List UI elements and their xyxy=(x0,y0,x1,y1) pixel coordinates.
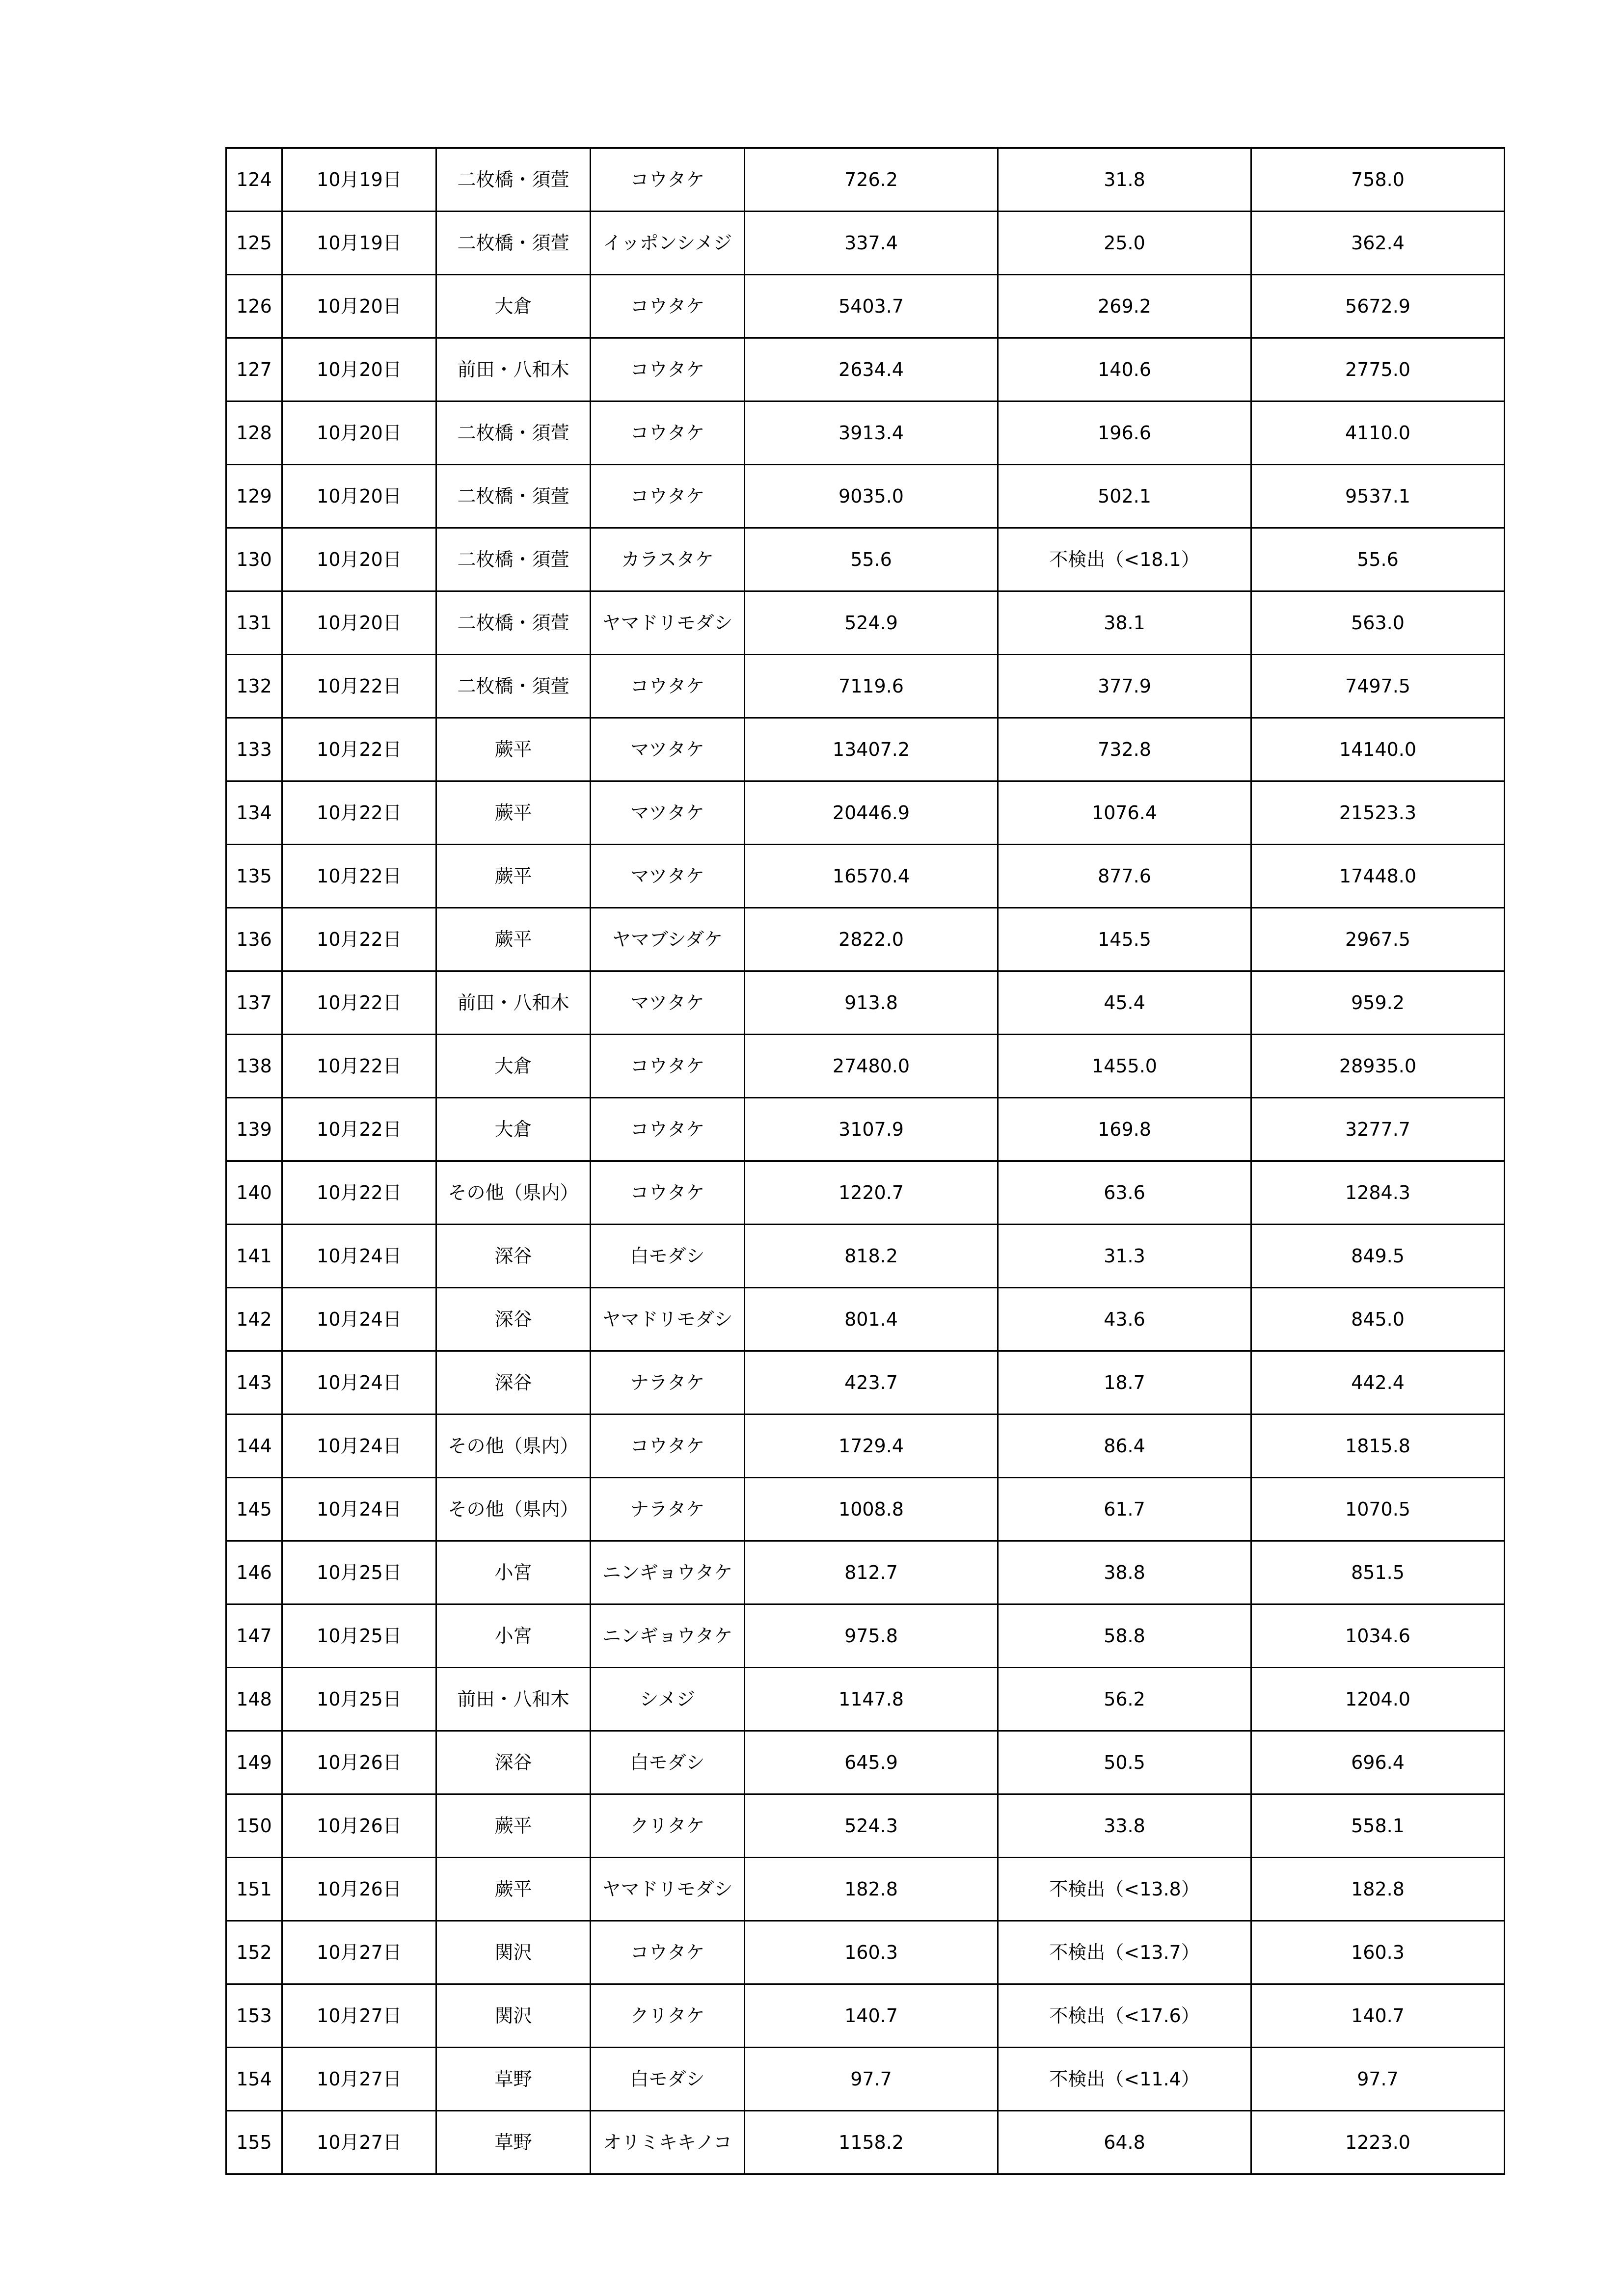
species-cell: ヤマブシダケ xyxy=(591,908,745,971)
table-row xyxy=(226,591,1505,655)
species-cell: ナラタケ xyxy=(591,1351,745,1415)
location-cell: 二枚橋・須萱 xyxy=(436,148,591,212)
location-cell: 蕨平 xyxy=(436,718,591,781)
row-number-cell: 147 xyxy=(226,1604,282,1668)
row-number-cell: 138 xyxy=(226,1035,282,1098)
value-1-cell: 1158.2 xyxy=(745,2111,998,2174)
value-3-cell: 1034.6 xyxy=(1251,1604,1505,1668)
location-cell: 二枚橋・須萱 xyxy=(436,465,591,528)
species-cell: クリタケ xyxy=(591,1984,745,2048)
value-1-cell: 2822.0 xyxy=(745,908,998,971)
value-3-cell: 563.0 xyxy=(1251,591,1505,655)
location-cell: 草野 xyxy=(436,2048,591,2111)
date-cell: 10月22日 xyxy=(282,1098,436,1161)
value-1-cell: 1220.7 xyxy=(745,1161,998,1225)
row-number-cell: 126 xyxy=(226,275,282,338)
location-cell: 小宮 xyxy=(436,1604,591,1668)
date-cell: 10月24日 xyxy=(282,1415,436,1478)
table-row xyxy=(226,1984,1505,2048)
table-row xyxy=(226,2048,1505,2111)
row-number-cell: 140 xyxy=(226,1161,282,1225)
value-2-cell: 58.8 xyxy=(998,1604,1251,1668)
date-cell: 10月24日 xyxy=(282,1288,436,1351)
value-2-cell: 56.2 xyxy=(998,1668,1251,1731)
value-1-cell: 3913.4 xyxy=(745,401,998,465)
row-number-cell: 143 xyxy=(226,1351,282,1415)
value-3-cell: 55.6 xyxy=(1251,528,1505,591)
species-cell: コウタケ xyxy=(591,401,745,465)
value-2-cell: 269.2 xyxy=(998,275,1251,338)
table-row xyxy=(226,1858,1505,1921)
table-row xyxy=(226,528,1505,591)
value-1-cell: 1147.8 xyxy=(745,1668,998,1731)
value-1-cell: 337.4 xyxy=(745,212,998,275)
species-cell: マツタケ xyxy=(591,781,745,845)
location-cell: 大倉 xyxy=(436,1035,591,1098)
location-cell: 前田・八和木 xyxy=(436,338,591,401)
value-2-cell: 不検出（<13.7） xyxy=(998,1921,1251,1984)
value-1-cell: 913.8 xyxy=(745,971,998,1035)
value-3-cell: 5672.9 xyxy=(1251,275,1505,338)
table-row xyxy=(226,1541,1505,1604)
table-row xyxy=(226,1668,1505,1731)
value-3-cell: 4110.0 xyxy=(1251,401,1505,465)
location-cell: 深谷 xyxy=(436,1731,591,1794)
value-2-cell: 18.7 xyxy=(998,1351,1251,1415)
location-cell: 関沢 xyxy=(436,1984,591,2048)
row-number-cell: 137 xyxy=(226,971,282,1035)
species-cell: ニンギョウタケ xyxy=(591,1541,745,1604)
species-cell: コウタケ xyxy=(591,148,745,212)
value-3-cell: 1815.8 xyxy=(1251,1415,1505,1478)
value-3-cell: 558.1 xyxy=(1251,1794,1505,1858)
row-number-cell: 139 xyxy=(226,1098,282,1161)
value-1-cell: 55.6 xyxy=(745,528,998,591)
table-row xyxy=(226,1161,1505,1225)
species-cell: コウタケ xyxy=(591,275,745,338)
value-2-cell: 145.5 xyxy=(998,908,1251,971)
row-number-cell: 128 xyxy=(226,401,282,465)
date-cell: 10月22日 xyxy=(282,1161,436,1225)
row-number-cell: 155 xyxy=(226,2111,282,2174)
species-cell: コウタケ xyxy=(591,1035,745,1098)
row-number-cell: 134 xyxy=(226,781,282,845)
table-row xyxy=(226,1478,1505,1541)
value-3-cell: 2967.5 xyxy=(1251,908,1505,971)
value-2-cell: 502.1 xyxy=(998,465,1251,528)
location-cell: 蕨平 xyxy=(436,908,591,971)
date-cell: 10月26日 xyxy=(282,1731,436,1794)
date-cell: 10月25日 xyxy=(282,1668,436,1731)
value-3-cell: 7497.5 xyxy=(1251,655,1505,718)
value-2-cell: 43.6 xyxy=(998,1288,1251,1351)
value-2-cell: 不検出（<18.1） xyxy=(998,528,1251,591)
row-number-cell: 135 xyxy=(226,845,282,908)
row-number-cell: 152 xyxy=(226,1921,282,1984)
value-2-cell: 732.8 xyxy=(998,718,1251,781)
value-2-cell: 50.5 xyxy=(998,1731,1251,1794)
species-cell: コウタケ xyxy=(591,655,745,718)
value-1-cell: 20446.9 xyxy=(745,781,998,845)
species-cell: ニンギョウタケ xyxy=(591,1604,745,1668)
table-row xyxy=(226,401,1505,465)
row-number-cell: 142 xyxy=(226,1288,282,1351)
row-number-cell: 145 xyxy=(226,1478,282,1541)
table-row xyxy=(226,1731,1505,1794)
value-1-cell: 5403.7 xyxy=(745,275,998,338)
row-number-cell: 132 xyxy=(226,655,282,718)
value-1-cell: 16570.4 xyxy=(745,845,998,908)
value-3-cell: 97.7 xyxy=(1251,2048,1505,2111)
location-cell: 深谷 xyxy=(436,1225,591,1288)
row-number-cell: 133 xyxy=(226,718,282,781)
value-3-cell: 160.3 xyxy=(1251,1921,1505,1984)
row-number-cell: 153 xyxy=(226,1984,282,2048)
value-1-cell: 3107.9 xyxy=(745,1098,998,1161)
value-3-cell: 1284.3 xyxy=(1251,1161,1505,1225)
value-3-cell: 696.4 xyxy=(1251,1731,1505,1794)
value-1-cell: 27480.0 xyxy=(745,1035,998,1098)
value-1-cell: 97.7 xyxy=(745,2048,998,2111)
date-cell: 10月19日 xyxy=(282,212,436,275)
row-number-cell: 146 xyxy=(226,1541,282,1604)
date-cell: 10月27日 xyxy=(282,1984,436,2048)
location-cell: 二枚橋・須萱 xyxy=(436,591,591,655)
species-cell: ヤマドリモダシ xyxy=(591,1288,745,1351)
date-cell: 10月25日 xyxy=(282,1541,436,1604)
value-2-cell: 61.7 xyxy=(998,1478,1251,1541)
date-cell: 10月22日 xyxy=(282,1035,436,1098)
value-2-cell: 64.8 xyxy=(998,2111,1251,2174)
species-cell: シメジ xyxy=(591,1668,745,1731)
value-3-cell: 849.5 xyxy=(1251,1225,1505,1288)
species-cell: ナラタケ xyxy=(591,1478,745,1541)
value-2-cell: 377.9 xyxy=(998,655,1251,718)
value-2-cell: 1076.4 xyxy=(998,781,1251,845)
location-cell: 深谷 xyxy=(436,1288,591,1351)
row-number-cell: 154 xyxy=(226,2048,282,2111)
location-cell: 前田・八和木 xyxy=(436,971,591,1035)
species-cell: マツタケ xyxy=(591,845,745,908)
table-row xyxy=(226,1035,1505,1098)
value-1-cell: 1729.4 xyxy=(745,1415,998,1478)
table-row xyxy=(226,1098,1505,1161)
location-cell: 蕨平 xyxy=(436,845,591,908)
value-1-cell: 9035.0 xyxy=(745,465,998,528)
value-2-cell: 31.8 xyxy=(998,148,1251,212)
date-cell: 10月20日 xyxy=(282,338,436,401)
species-cell: コウタケ xyxy=(591,1921,745,1984)
row-number-cell: 127 xyxy=(226,338,282,401)
table-row xyxy=(226,718,1505,781)
date-cell: 10月20日 xyxy=(282,591,436,655)
value-1-cell: 182.8 xyxy=(745,1858,998,1921)
row-number-cell: 150 xyxy=(226,1794,282,1858)
species-cell: 白モダシ xyxy=(591,1731,745,1794)
table-row xyxy=(226,1415,1505,1478)
table-row xyxy=(226,148,1505,212)
value-3-cell: 959.2 xyxy=(1251,971,1505,1035)
date-cell: 10月20日 xyxy=(282,528,436,591)
location-cell: 大倉 xyxy=(436,275,591,338)
location-cell: 大倉 xyxy=(436,1098,591,1161)
date-cell: 10月25日 xyxy=(282,1604,436,1668)
value-3-cell: 1223.0 xyxy=(1251,2111,1505,2174)
location-cell: 蕨平 xyxy=(436,781,591,845)
location-cell: 蕨平 xyxy=(436,1858,591,1921)
date-cell: 10月26日 xyxy=(282,1794,436,1858)
table-row xyxy=(226,338,1505,401)
date-cell: 10月26日 xyxy=(282,1858,436,1921)
species-cell: マツタケ xyxy=(591,971,745,1035)
date-cell: 10月27日 xyxy=(282,2048,436,2111)
value-2-cell: 38.1 xyxy=(998,591,1251,655)
date-cell: 10月20日 xyxy=(282,465,436,528)
date-cell: 10月19日 xyxy=(282,148,436,212)
table-row xyxy=(226,1921,1505,1984)
value-2-cell: 25.0 xyxy=(998,212,1251,275)
species-cell: クリタケ xyxy=(591,1794,745,1858)
location-cell: 草野 xyxy=(436,2111,591,2174)
value-2-cell: 63.6 xyxy=(998,1161,1251,1225)
date-cell: 10月24日 xyxy=(282,1478,436,1541)
value-2-cell: 140.6 xyxy=(998,338,1251,401)
value-3-cell: 140.7 xyxy=(1251,1984,1505,2048)
table-row xyxy=(226,1351,1505,1415)
table-row xyxy=(226,908,1505,971)
table-row xyxy=(226,212,1505,275)
value-3-cell: 442.4 xyxy=(1251,1351,1505,1415)
row-number-cell: 149 xyxy=(226,1731,282,1794)
value-3-cell: 1070.5 xyxy=(1251,1478,1505,1541)
date-cell: 10月22日 xyxy=(282,781,436,845)
value-2-cell: 45.4 xyxy=(998,971,1251,1035)
value-1-cell: 7119.6 xyxy=(745,655,998,718)
value-2-cell: 不検出（<13.8） xyxy=(998,1858,1251,1921)
value-2-cell: 33.8 xyxy=(998,1794,1251,1858)
table-row xyxy=(226,655,1505,718)
location-cell: 関沢 xyxy=(436,1921,591,1984)
value-3-cell: 758.0 xyxy=(1251,148,1505,212)
location-cell: 二枚橋・須萱 xyxy=(436,655,591,718)
table-row xyxy=(226,2111,1505,2174)
value-3-cell: 21523.3 xyxy=(1251,781,1505,845)
value-3-cell: 362.4 xyxy=(1251,212,1505,275)
species-cell: イッポンシメジ xyxy=(591,212,745,275)
value-2-cell: 1455.0 xyxy=(998,1035,1251,1098)
value-1-cell: 2634.4 xyxy=(745,338,998,401)
value-3-cell: 2775.0 xyxy=(1251,338,1505,401)
value-1-cell: 975.8 xyxy=(745,1604,998,1668)
row-number-cell: 141 xyxy=(226,1225,282,1288)
location-cell: 二枚橋・須萱 xyxy=(436,212,591,275)
value-1-cell: 160.3 xyxy=(745,1921,998,1984)
location-cell: 前田・八和木 xyxy=(436,1668,591,1731)
value-2-cell: 877.6 xyxy=(998,845,1251,908)
value-1-cell: 423.7 xyxy=(745,1351,998,1415)
species-cell: マツタケ xyxy=(591,718,745,781)
value-3-cell: 1204.0 xyxy=(1251,1668,1505,1731)
value-1-cell: 1008.8 xyxy=(745,1478,998,1541)
species-cell: ヤマドリモダシ xyxy=(591,591,745,655)
value-1-cell: 524.3 xyxy=(745,1794,998,1858)
row-number-cell: 125 xyxy=(226,212,282,275)
location-cell: 二枚橋・須萱 xyxy=(436,401,591,465)
table-row xyxy=(226,781,1505,845)
measurement-table xyxy=(225,147,1505,2175)
species-cell: 白モダシ xyxy=(591,2048,745,2111)
species-cell: オリミキキノコ xyxy=(591,2111,745,2174)
date-cell: 10月27日 xyxy=(282,1921,436,1984)
date-cell: 10月22日 xyxy=(282,971,436,1035)
value-1-cell: 812.7 xyxy=(745,1541,998,1604)
table-row xyxy=(226,1794,1505,1858)
value-1-cell: 524.9 xyxy=(745,591,998,655)
location-cell: その他（県内） xyxy=(436,1478,591,1541)
value-2-cell: 不検出（<17.6） xyxy=(998,1984,1251,2048)
date-cell: 10月22日 xyxy=(282,908,436,971)
value-3-cell: 845.0 xyxy=(1251,1288,1505,1351)
value-3-cell: 182.8 xyxy=(1251,1858,1505,1921)
species-cell: カラスタケ xyxy=(591,528,745,591)
value-3-cell: 28935.0 xyxy=(1251,1035,1505,1098)
date-cell: 10月24日 xyxy=(282,1225,436,1288)
species-cell: 白モダシ xyxy=(591,1225,745,1288)
species-cell: コウタケ xyxy=(591,1098,745,1161)
row-number-cell: 144 xyxy=(226,1415,282,1478)
location-cell: 深谷 xyxy=(436,1351,591,1415)
value-1-cell: 801.4 xyxy=(745,1288,998,1351)
value-3-cell: 9537.1 xyxy=(1251,465,1505,528)
row-number-cell: 129 xyxy=(226,465,282,528)
row-number-cell: 148 xyxy=(226,1668,282,1731)
row-number-cell: 131 xyxy=(226,591,282,655)
value-3-cell: 3277.7 xyxy=(1251,1098,1505,1161)
value-1-cell: 13407.2 xyxy=(745,718,998,781)
value-3-cell: 851.5 xyxy=(1251,1541,1505,1604)
table-row xyxy=(226,845,1505,908)
date-cell: 10月24日 xyxy=(282,1351,436,1415)
table-row xyxy=(226,971,1505,1035)
row-number-cell: 151 xyxy=(226,1858,282,1921)
value-1-cell: 726.2 xyxy=(745,148,998,212)
value-2-cell: 不検出（<11.4） xyxy=(998,2048,1251,2111)
table-row xyxy=(226,1225,1505,1288)
date-cell: 10月22日 xyxy=(282,655,436,718)
value-3-cell: 14140.0 xyxy=(1251,718,1505,781)
value-1-cell: 140.7 xyxy=(745,1984,998,2048)
species-cell: コウタケ xyxy=(591,338,745,401)
date-cell: 10月20日 xyxy=(282,401,436,465)
table-row xyxy=(226,1288,1505,1351)
row-number-cell: 124 xyxy=(226,148,282,212)
table-row xyxy=(226,1604,1505,1668)
value-2-cell: 38.8 xyxy=(998,1541,1251,1604)
table-body xyxy=(226,148,1505,2174)
date-cell: 10月27日 xyxy=(282,2111,436,2174)
location-cell: 蕨平 xyxy=(436,1794,591,1858)
date-cell: 10月22日 xyxy=(282,845,436,908)
row-number-cell: 130 xyxy=(226,528,282,591)
species-cell: コウタケ xyxy=(591,1161,745,1225)
location-cell: 小宮 xyxy=(436,1541,591,1604)
location-cell: その他（県内） xyxy=(436,1161,591,1225)
species-cell: コウタケ xyxy=(591,465,745,528)
value-2-cell: 31.3 xyxy=(998,1225,1251,1288)
species-cell: ヤマドリモダシ xyxy=(591,1858,745,1921)
table-row xyxy=(226,465,1505,528)
location-cell: その他（県内） xyxy=(436,1415,591,1478)
location-cell: 二枚橋・須萱 xyxy=(436,528,591,591)
value-2-cell: 86.4 xyxy=(998,1415,1251,1478)
value-3-cell: 17448.0 xyxy=(1251,845,1505,908)
value-2-cell: 169.8 xyxy=(998,1098,1251,1161)
date-cell: 10月22日 xyxy=(282,718,436,781)
value-2-cell: 196.6 xyxy=(998,401,1251,465)
species-cell: コウタケ xyxy=(591,1415,745,1478)
row-number-cell: 136 xyxy=(226,908,282,971)
value-1-cell: 818.2 xyxy=(745,1225,998,1288)
value-1-cell: 645.9 xyxy=(745,1731,998,1794)
date-cell: 10月20日 xyxy=(282,275,436,338)
table-row xyxy=(226,275,1505,338)
